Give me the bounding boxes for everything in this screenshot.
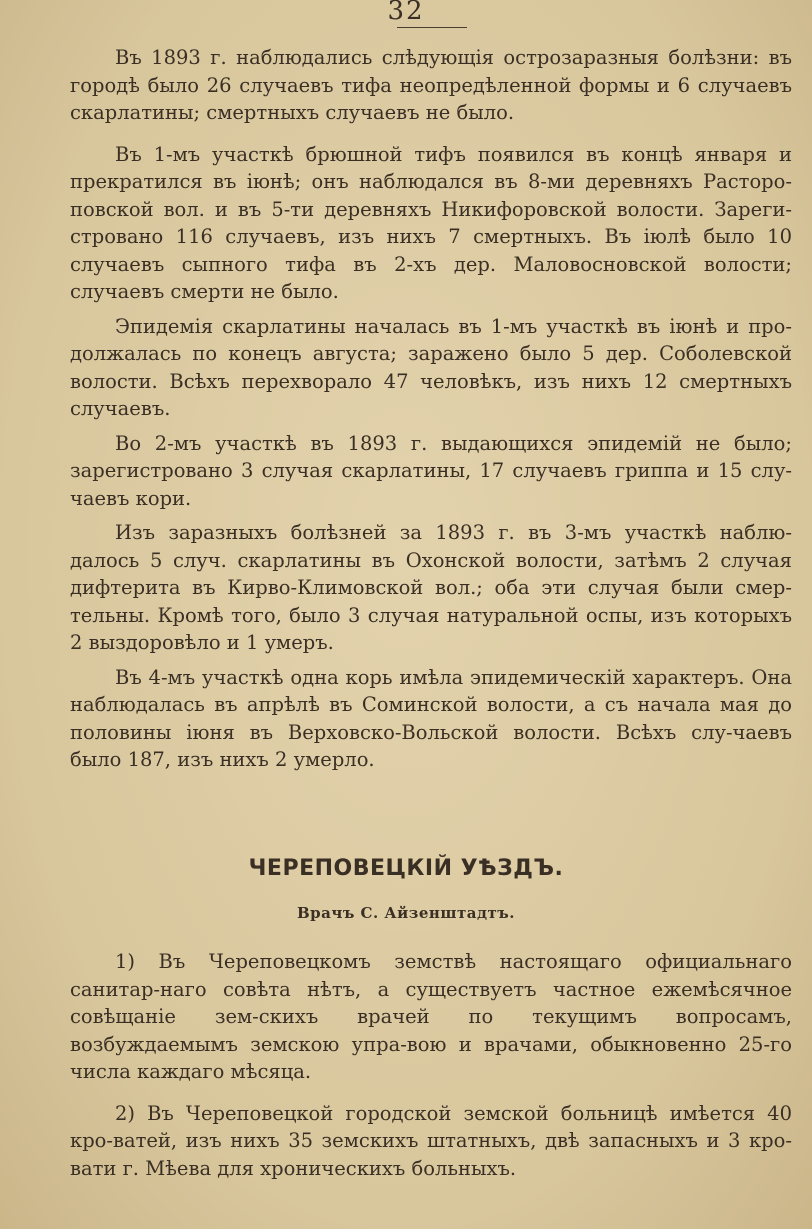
- paragraph: Эпидемія скарлатины началась въ 1-мъ участкѣ въ іюнѣ и про-должалась по конецъ августа; заражено было 5 дер. Соболевской волости. Всѣхъ перехворало 47 человѣкъ, изъ нихъ 12 смертныхъ случаевъ.: [70, 314, 792, 420]
- paragraph: Изъ заразныхъ болѣзней за 1893 г. въ 3-мъ участкѣ наблю-далось 5 случ. скарлатины въ Охонской волости, затѣмъ 2 случая дифтерита въ Кирво-Климовской вол.; оба эти случая были смер-тельны. Кромѣ того, было 3 случая натуральной оспы, изъ которыхъ 2 выздоровѣло и 1 умеръ.: [70, 521, 792, 654]
- section-body-text: [70, 948, 792, 1182]
- paragraph: Въ 1893 г. наблюдались слѣдующія острозаразныя болѣзни: въ городѣ было 26 случаевъ тифа неопредѣленной формы и 6 случаевъ скарлатины; смертныхъ случаевъ не было.: [70, 46, 792, 124]
- section-title: ЧЕРЕПОВЕЦКІЙ УѢЗДЪ.: [248, 856, 564, 881]
- paragraph: 2) Въ Череповецкой городской земской больницѣ имѣется 40 кро-ватей, изъ нихъ 35 земскихъ штатныхъ, двѣ запасныхъ и 3 кро-вати г. Мѣева для хроническихъ больныхъ.: [70, 1101, 792, 1180]
- paragraph: Во 2-мъ участкѣ въ 1893 г. выдающихся эпидемій не было; зарегистровано 3 случая скарлатины, 17 случаевъ гриппа и 15 слу-чаевъ кори.: [70, 431, 792, 510]
- author-line: Врачъ С. Айзенштадтъ.: [296, 904, 516, 922]
- body-text: [70, 44, 792, 774]
- paragraph: Въ 1-мъ участкѣ брюшной тифъ появился въ концѣ января и прекратился въ іюнѣ; онъ наблюдался въ 8-ми деревняхъ Расторо-повской вол. и въ 5-ти деревняхъ Никифоровской волости. Зареги-стровано 116 случаевъ, изъ нихъ 7 смертныхъ. Въ іюлѣ было 10 случаевъ сыпного тифа въ 2-хъ дер. Маловосновской волости; случаевъ смерти не было.: [70, 142, 792, 303]
- paragraph: 1) Въ Череповецкомъ земствѣ настоящаго официальнаго санитар-наго совѣта нѣтъ, а существуетъ частное ежемѣсячное совѣщаніе зем-скихъ врачей по текущимъ вопросамъ, возбуждаемымъ земскою упра-вою и врачами, обыкновенно 25-го числа каждаго мѣсяца.: [70, 950, 792, 1083]
- paragraph: Въ 4-мъ участкѣ одна корь имѣла эпидемическій характеръ. Она наблюдалась въ апрѣлѣ въ Соминской волости, а съ начала мая до половины іюня въ Верховско-Вольской волости. Всѣхъ слу-чаевъ было 187, изъ нихъ 2 умерло.: [70, 665, 792, 771]
- page-number: 32: [387, 0, 425, 26]
- page-number-rule: [397, 27, 467, 28]
